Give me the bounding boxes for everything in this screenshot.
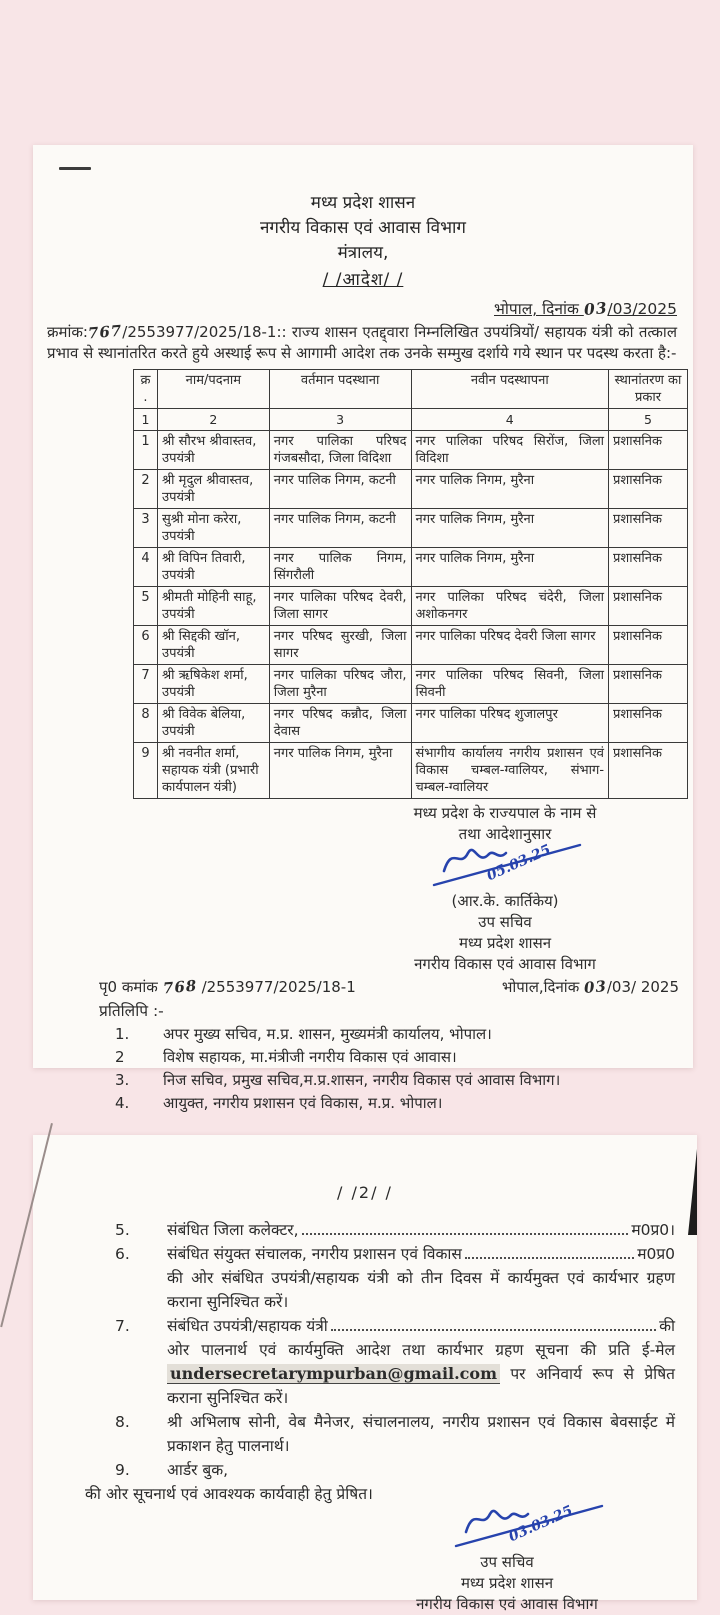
table-header-row	[134, 370, 688, 409]
cell-transfer-type: प्रशासनिक	[609, 509, 688, 548]
list-item	[33, 1458, 697, 1482]
cell-new-posting: नगर पालिका परिषद चंदेरी, जिला अशोकनगर	[411, 587, 609, 626]
on-behalf-line2: तथा आदेशानुसार	[458, 825, 552, 843]
list-item-text: निज सचिव, प्रमुख सचिव,म.प्र.शासन, नगरीय विकास एवं आवास विभाग।	[163, 1071, 561, 1089]
list-item	[33, 1410, 697, 1458]
signatory-govt: मध्य प्रदेश शासन	[460, 1574, 554, 1592]
cell-new-posting: संभागीय कार्यालय नगरीय प्रशासन एवं विकास चम्बल-ग्वालियर, संभाग- चम्बल-ग्वालियर	[411, 743, 609, 799]
cell-name: सुश्री मोना करेरा, उपयंत्री	[157, 509, 269, 548]
handwritten-endorsement-number: 768	[161, 976, 198, 998]
cell-transfer-type: प्रशासनिक	[609, 587, 688, 626]
cell-current-posting: नगर पालिक निगम, कटनी	[269, 470, 411, 509]
col-header-name: नाम/पदनाम	[157, 370, 269, 409]
list-item-continuation: पर अनिवार्य रूप से प्रेषित कराना सुनिश्चित करें।	[167, 1365, 675, 1407]
list-item	[33, 1046, 693, 1069]
cell-serial: 8	[134, 704, 158, 743]
list-item-continuation: की ओर संबंधित उपयंत्री/सहायक यंत्री को तीन दिवस में कार्यमुक्त एवं कार्यभार ग्रहण कराना सुनिश्चित करें।	[167, 1269, 675, 1311]
list-item	[33, 1314, 697, 1410]
col-header-new-posting: नवीन पदस्थापना	[411, 370, 609, 409]
cell-current-posting: नगर पालिक निगम, मुरैना	[269, 743, 411, 799]
cell-transfer-type: प्रशासनिक	[609, 704, 688, 743]
cell-current-posting: नगर परिषद सुरखी, जिला सागर	[269, 626, 411, 665]
cell-serial: 7	[134, 665, 158, 704]
signatory-name: (आर.के. कार्तिकेय)	[451, 892, 559, 910]
on-behalf-line1: मध्य प्रदेश के राज्यपाल के नाम से	[413, 804, 597, 822]
header-dept: नगरीय विकास एवं आवास विभाग	[260, 218, 466, 238]
cell-serial: 6	[134, 626, 158, 665]
copies-list-continued	[33, 1218, 697, 1482]
list-item-number: 2	[115, 1048, 125, 1066]
signatory-dept: नगरीय विकास एवं आवास विभाग	[414, 955, 596, 973]
handwritten-ref-number: 767	[87, 321, 123, 343]
cell-serial: 1	[134, 431, 158, 470]
list-item-text: आर्डर बुक,	[167, 1461, 229, 1479]
list-item-number: 7.	[115, 1317, 130, 1335]
signature-block-page2	[357, 1502, 657, 1615]
endorsement-ref-prefix: पृ0 कमांक	[99, 978, 163, 996]
cell-serial: 4	[134, 548, 158, 587]
handwritten-sign-date: 05.03.25	[484, 841, 554, 885]
endorsement-ref	[99, 977, 356, 997]
col-header-current-posting: वर्तमान पदस्थाना	[269, 370, 411, 409]
cell-name: श्रीमती मोहिनी साहू, उपयंत्री	[157, 587, 269, 626]
list-item	[33, 1242, 697, 1314]
list-item-text: आयुक्त, नगरीय प्रशासन एवं विकास, म.प्र. भोपाल।	[163, 1094, 443, 1112]
cell-new-posting: नगर पालिका परिषद सिवनी, जिला सिवनी	[411, 665, 609, 704]
list-item-number: 4.	[115, 1094, 130, 1112]
cell-transfer-type: प्रशासनिक	[609, 626, 688, 665]
cell-new-posting: नगर पालिका परिषद सिरोंज, जिला विदिशा	[411, 431, 609, 470]
list-item-text: संबंधित संयुक्त संचालक, नगरीय प्रशासन एवं विकास	[167, 1245, 462, 1263]
col-number: 3	[269, 409, 411, 431]
list-item-suffix: म0प्र0।	[631, 1221, 675, 1239]
col-number: 2	[157, 409, 269, 431]
email-address: undersecretarympurban@gmail.com	[167, 1364, 500, 1384]
cell-new-posting: नगर पालिक निगम, मुरैना	[411, 548, 609, 587]
list-item-suffix: की	[659, 1317, 675, 1335]
list-item-number: 8.	[115, 1413, 130, 1431]
table-row	[134, 431, 688, 470]
document-header	[33, 191, 693, 293]
pen-dash-mark	[59, 167, 91, 170]
cell-current-posting: नगर पालिका परिषद देवरी, जिला सागर	[269, 587, 411, 626]
list-item-number: 1.	[115, 1025, 130, 1043]
cell-transfer-type: प्रशासनिक	[609, 431, 688, 470]
cell-current-posting: नगर पालिका परिषद जौरा, जिला मुरैना	[269, 665, 411, 704]
cell-transfer-type: प्रशासनिक	[609, 743, 688, 799]
order-intro-paragraph	[47, 322, 677, 364]
list-item-text: संबंधित उपयंत्री/सहायक यंत्री	[167, 1317, 328, 1335]
table-row	[134, 665, 688, 704]
table-row	[134, 743, 688, 799]
list-item-number: 9.	[115, 1461, 130, 1479]
cell-new-posting: नगर पालिक निगम, मुरैना	[411, 470, 609, 509]
signatory-post: उप सचिव	[478, 913, 532, 931]
cell-new-posting: नगर पालिका परिषद देवरी जिला सागर	[411, 626, 609, 665]
col-header-transfer-type: स्थानांतरण का प्रकार	[609, 370, 688, 409]
list-item-text: अपर मुख्य सचिव, म.प्र. शासन, मुख्यमंत्री कार्यालय, भोपाल।	[163, 1025, 492, 1043]
endorsement-date-prefix: भोपाल,दिनांक	[501, 978, 584, 996]
cell-name: श्री मृदुल श्रीवास्तव, उपयंत्री	[157, 470, 269, 509]
cell-current-posting: नगर पालिका परिषद गंजबसौदा, जिला विदिशा	[269, 431, 411, 470]
cell-name: श्री सिद्दकी खॉन, उपयंत्री	[157, 626, 269, 665]
signature-block-page1	[335, 803, 675, 975]
dotted-leader	[302, 1233, 629, 1235]
table-row	[134, 509, 688, 548]
list-item-suffix: म0प्र0	[637, 1245, 675, 1263]
signatory-post: उप सचिव	[480, 1553, 534, 1571]
cell-serial: 9	[134, 743, 158, 799]
table-row	[134, 626, 688, 665]
dotted-leader	[465, 1257, 634, 1259]
list-item-continuation: ओर पालनार्थ एवं कार्यमुक्ति आदेश तथा कार्यभार ग्रहण सूचना की प्रति ई-मेल	[167, 1341, 675, 1359]
cell-current-posting: नगर परिषद कन्नौद, जिला देवास	[269, 704, 411, 743]
list-item	[33, 1092, 693, 1115]
cell-name: श्री नवनीत शर्मा, सहायक यंत्री (प्रभारी कार्यपालन यंत्री)	[157, 743, 269, 799]
list-item-number: 5.	[115, 1221, 130, 1239]
handwritten-endorsement-day: 03	[583, 977, 608, 997]
table-row	[134, 587, 688, 626]
list-item-text: श्री अभिलाष सोनी, वेब मैनेजर, संचालनालय, नगरीय प्रशासन एवं विकास बेवसाईट में प्रकाशन हेतु पालनार्थ।	[167, 1413, 675, 1455]
handwritten-sign-date: 03.03.25	[506, 1502, 576, 1546]
cell-new-posting: नगर पालिका परिषद शुजालपुर	[411, 704, 609, 743]
col-header-serial: क्र .	[134, 370, 158, 409]
cell-serial: 3	[134, 509, 158, 548]
date-rest: /03/2025	[607, 300, 677, 318]
column-number-row	[134, 409, 688, 431]
endorsement-date	[502, 977, 679, 997]
order-title: / /आदेश/ /	[322, 270, 404, 290]
ref-number-rest: /2553977/2025/18-1::	[122, 323, 287, 341]
cell-name: श्री विवेक बेलिया, उपयंत्री	[157, 704, 269, 743]
list-item	[33, 1023, 693, 1046]
cell-transfer-type: प्रशासनिक	[609, 665, 688, 704]
endorsement-date-rest: /03/ 2025	[606, 978, 679, 996]
intro-body-text: राज्य शासन एतद्द्वारा निम्नलिखित उपयंत्रियों/ सहायक यंत्री को तत्काल प्रभाव से स्थानांतरित करते हुये अस्थाई रूप से आगामी आदेश तक उनके सम्मुख दर्शाये गये स्थान पर पदस्थ करता है:-	[47, 323, 677, 362]
table-row	[134, 470, 688, 509]
dotted-leader	[331, 1329, 656, 1331]
page-2	[33, 1135, 697, 1613]
page-1	[33, 145, 693, 1112]
table-row	[134, 548, 688, 587]
col-number: 5	[609, 409, 688, 431]
cell-serial: 2	[134, 470, 158, 509]
ref-number-prefix: क्रमांक:	[47, 323, 88, 341]
endorsement-ref-rest: /2553977/2025/18-1	[196, 978, 356, 996]
signature-area	[335, 841, 675, 891]
list-item	[33, 1218, 697, 1242]
list-item-text: संबंधित जिला कलेक्टर,	[167, 1221, 299, 1239]
page-corner-shadow	[688, 1149, 697, 1235]
cell-transfer-type: प्रशासनिक	[609, 470, 688, 509]
col-number: 1	[134, 409, 158, 431]
handwritten-day: 03	[583, 298, 609, 319]
transfer-table	[133, 369, 688, 799]
list-item-number: 3.	[115, 1071, 130, 1089]
list-item	[33, 1069, 693, 1092]
cell-current-posting: नगर पालिक निगम, कटनी	[269, 509, 411, 548]
copies-list	[33, 1023, 693, 1115]
header-govt: मध्य प्रदेश शासन	[310, 193, 416, 213]
list-item-number: 6.	[115, 1245, 130, 1263]
col-number: 4	[411, 409, 609, 431]
place-date-line	[33, 297, 693, 319]
closing-line: की ओर सूचनार्थ एवं आवश्यक कार्यवाही हेतु प्रेषित।	[85, 1485, 373, 1503]
signatory-dept: नगरीय विकास एवं आवास विभाग	[416, 1595, 598, 1613]
cell-new-posting: नगर पालिक निगम, मुरैना	[411, 509, 609, 548]
cell-transfer-type: प्रशासनिक	[609, 548, 688, 587]
cell-serial: 5	[134, 587, 158, 626]
list-item-text: विशेष सहायक, मा.मंत्रीजी नगरीय विकास एवं आवास।	[163, 1048, 457, 1066]
signature-area	[357, 1502, 657, 1552]
table-row	[134, 704, 688, 743]
date-prefix: भोपाल, दिनांक	[494, 300, 584, 318]
signatory-govt: मध्य प्रदेश शासन	[458, 934, 552, 952]
cell-name: श्री विपिन तिवारी, उपयंत्री	[157, 548, 269, 587]
page-number: / /2/ /	[337, 1183, 393, 1202]
cell-name: श्री सौरभ श्रीवास्तव, उपयंत्री	[157, 431, 269, 470]
header-ministry: मंत्रालय,	[337, 243, 389, 263]
cell-current-posting: नगर पालिक निगम, सिंगरौली	[269, 548, 411, 587]
endorsement-line	[99, 977, 679, 997]
cell-name: श्री ऋषिकेश शर्मा, उपयंत्री	[157, 665, 269, 704]
copies-label: प्रतिलिपि :-	[99, 1002, 164, 1020]
